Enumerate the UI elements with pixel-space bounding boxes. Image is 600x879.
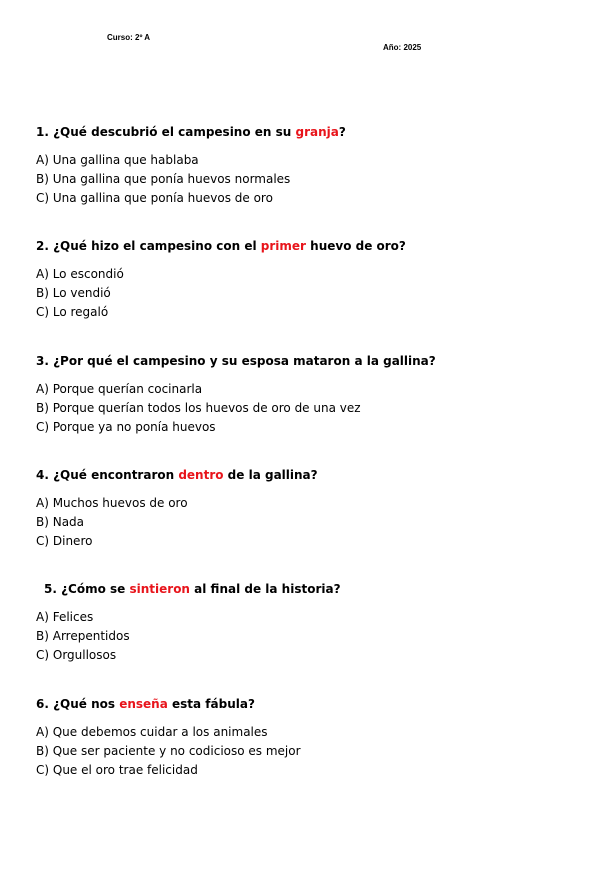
highlighted-word: dentro xyxy=(178,468,224,482)
highlighted-word: sintieron xyxy=(129,582,190,596)
option-c: C) Que el oro trae felicidad xyxy=(36,763,198,777)
option-a: A) Muchos huevos de oro xyxy=(36,496,188,510)
question-1 xyxy=(36,125,346,139)
question-text: 4. ¿Qué encontraron xyxy=(36,468,179,482)
option-a: A) Lo escondió xyxy=(36,267,124,281)
question-4 xyxy=(36,468,318,482)
option-c: C) Porque ya no ponía huevos xyxy=(36,420,216,434)
option-c: C) Lo regaló xyxy=(36,305,109,319)
option-a: A) Una gallina que hablaba xyxy=(36,153,199,167)
options-1 xyxy=(36,151,290,208)
option-b: B) Una gallina que ponía huevos normales xyxy=(36,172,291,186)
year-label: Año: 2025 xyxy=(383,43,422,52)
option-b: B) Lo vendió xyxy=(36,286,111,300)
question-6 xyxy=(36,697,255,711)
option-c: C) Una gallina que ponía huevos de oro xyxy=(36,191,273,205)
options-3 xyxy=(36,380,361,437)
option-b: B) Arrepentidos xyxy=(36,629,130,643)
option-c: C) Orgullosos xyxy=(36,648,117,662)
option-b: B) Que ser paciente y no codicioso es mejor xyxy=(36,744,301,758)
option-a: A) Felices xyxy=(36,610,94,624)
question-3 xyxy=(36,354,436,368)
option-b: B) Porque querían todos los huevos de oro de una vez xyxy=(36,401,361,415)
question-2 xyxy=(36,239,406,253)
highlighted-word: granja xyxy=(295,125,339,139)
option-a: A) Porque querían cocinarla xyxy=(36,382,203,396)
question-text: al final de la historia? xyxy=(189,582,341,596)
question-5 xyxy=(44,582,341,596)
question-text: huevo de oro? xyxy=(305,239,406,253)
question-text: de la gallina? xyxy=(223,468,318,482)
option-a: A) Que debemos cuidar a los animales xyxy=(36,725,268,739)
highlighted-word: primer xyxy=(260,239,306,253)
options-4 xyxy=(36,494,188,551)
question-text: 6. ¿Qué nos xyxy=(36,697,120,711)
question-text: esta fábula? xyxy=(167,697,255,711)
question-text: 3. ¿Por qué el campesino y su esposa mataron a la gallina? xyxy=(36,354,436,368)
options-5 xyxy=(36,608,130,665)
option-c: C) Dinero xyxy=(36,534,93,548)
option-b: B) Nada xyxy=(36,515,85,529)
options-2 xyxy=(36,265,124,322)
question-text: 2. ¿Qué hizo el campesino con el xyxy=(36,239,261,253)
question-text: ? xyxy=(338,125,346,139)
question-text: 5. ¿Cómo se xyxy=(44,582,130,596)
options-6 xyxy=(36,723,301,780)
highlighted-word: enseña xyxy=(119,697,168,711)
course-label: Curso: 2º A xyxy=(107,33,151,42)
question-text: 1. ¿Qué descubrió el campesino en su xyxy=(36,125,296,139)
